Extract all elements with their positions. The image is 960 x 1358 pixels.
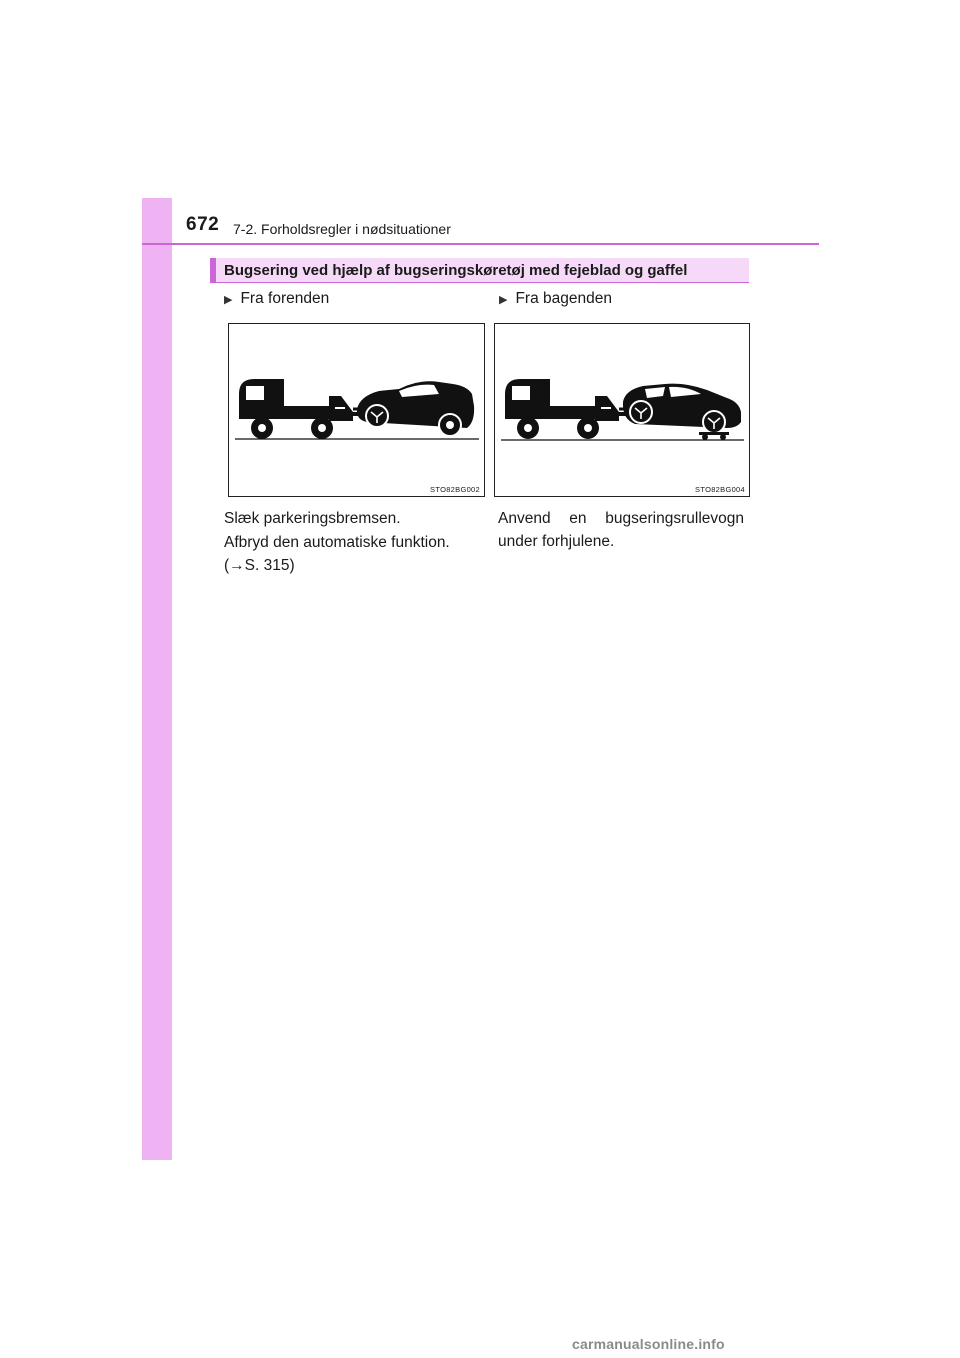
tow-front-svg bbox=[229, 324, 484, 496]
page-reference: S. 315) bbox=[244, 557, 295, 574]
heading-rear bbox=[499, 290, 612, 308]
text-use-dolly: Anvend en bugseringsrullevogn under forhjulene. bbox=[498, 510, 744, 550]
arrow-right-icon: → bbox=[229, 557, 245, 574]
heading-rear-label: Fra bagenden bbox=[515, 290, 612, 307]
side-tab-strip bbox=[142, 198, 172, 1160]
page-number: 672 bbox=[186, 214, 220, 235]
text-disable-auto bbox=[224, 531, 478, 577]
ref-open: ( bbox=[224, 557, 230, 574]
illustration-front-tow bbox=[228, 323, 485, 497]
triangle-bullet-icon: ▶ bbox=[499, 293, 508, 306]
section-title: Bugsering ved hjælp af bugseringskøretøj med fejeblad og gaffel bbox=[210, 258, 749, 283]
image-code-front: STO82BG002 bbox=[430, 485, 480, 494]
footer-watermark: carmanualsonline.info bbox=[572, 1336, 725, 1352]
header-rule bbox=[142, 243, 819, 245]
image-code-rear: STO82BG004 bbox=[695, 485, 745, 494]
text-disable-auto-line: Afbryd den automatiske funktion. bbox=[224, 534, 450, 551]
triangle-bullet-icon: ▶ bbox=[224, 293, 233, 306]
heading-front bbox=[224, 290, 329, 308]
illustration-rear-tow bbox=[494, 323, 750, 497]
tow-rear-svg bbox=[495, 324, 749, 496]
heading-front-label: Fra forenden bbox=[240, 290, 330, 307]
text-release-brake: Slæk parkeringsbremsen. bbox=[224, 510, 401, 527]
chapter-title: 7-2. Forholdsregler i nødsituationer bbox=[233, 221, 451, 237]
